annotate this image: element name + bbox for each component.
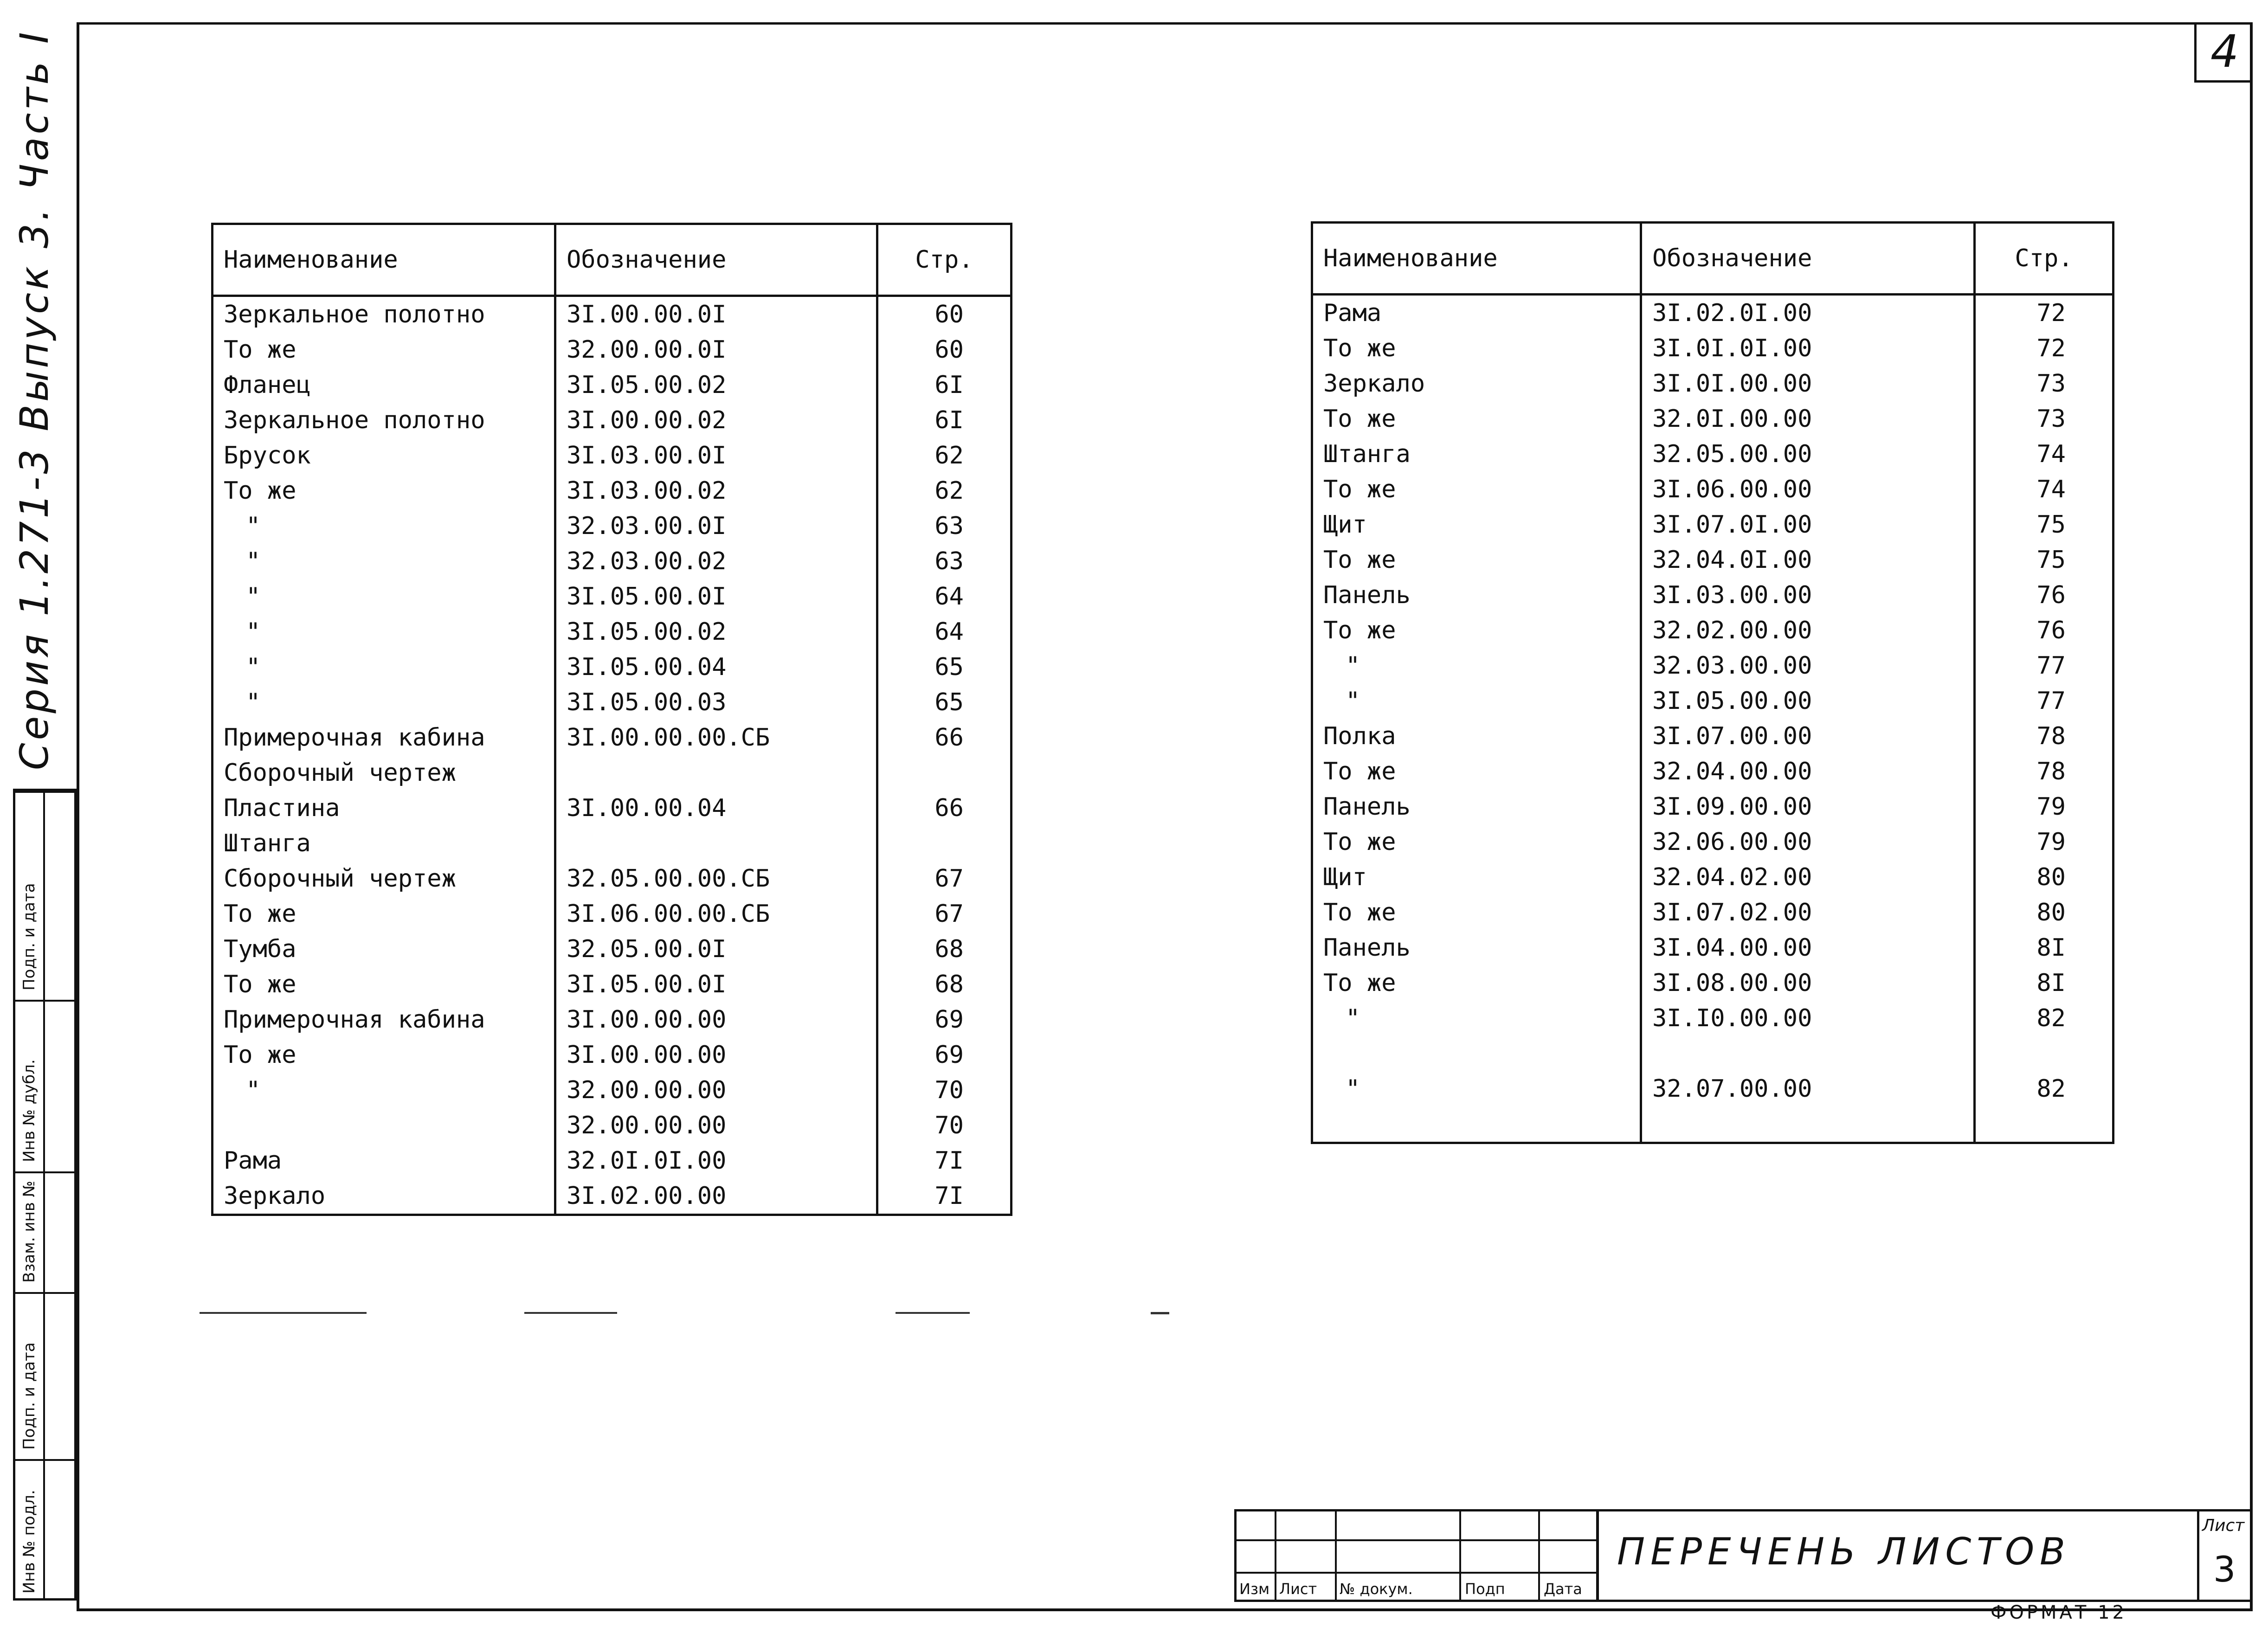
table-row	[213, 1073, 1012, 1108]
cell-name: То же	[1312, 895, 1641, 930]
table-row	[1312, 295, 2113, 331]
format-label: ФОРМАТ 12	[1991, 1602, 2127, 1623]
table-row	[213, 1037, 1012, 1073]
cell-code	[555, 826, 877, 861]
cell-code: 3I.I0.00.00	[1641, 1001, 1975, 1036]
cell-name: Тумба	[213, 932, 555, 967]
table-row	[213, 403, 1012, 438]
tb-label-podp: Подп	[1465, 1580, 1505, 1598]
cell-page: 67	[877, 896, 1012, 932]
cell-code: 32.0I.0I.00	[555, 1143, 877, 1178]
cell-name: То же	[213, 473, 555, 508]
table-row	[213, 544, 1012, 579]
cell-code: 32.0I.00.00	[1641, 401, 1975, 437]
cell-name: Полка	[1312, 719, 1641, 754]
cell-code: 3I.05.00.03	[555, 685, 877, 720]
cell-code: 32.06.00.00	[1641, 824, 1975, 860]
cell-code: 32.04.00.00	[1641, 754, 1975, 789]
cell-name: Примерочная кабина	[213, 1002, 555, 1037]
cell-name: Сборочный чертеж	[213, 755, 555, 791]
table-row	[1312, 860, 2113, 895]
cell-code: 32.02.00.00	[1641, 613, 1975, 648]
cell-page: 65	[877, 685, 1012, 720]
cell-page: 6I	[877, 403, 1012, 438]
cell-name: Фланец	[213, 367, 555, 403]
cell-page: 75	[1975, 507, 2113, 542]
cell-page: 8I	[1975, 930, 2113, 965]
cell-name: Зеркальное полотно	[213, 296, 555, 333]
cell-page: 78	[1975, 754, 2113, 789]
table-row	[213, 1178, 1012, 1215]
cell-page: 68	[877, 932, 1012, 967]
table-row	[213, 720, 1012, 755]
cell-page: 62	[877, 438, 1012, 473]
cell-page: 76	[1975, 613, 2113, 648]
table-header-row	[1312, 223, 2113, 295]
cell-page: 6I	[877, 367, 1012, 403]
cell-name: "	[1312, 648, 1641, 683]
cell-page: 80	[1975, 895, 2113, 930]
cell-name	[213, 1108, 555, 1143]
cell-page: 64	[877, 579, 1012, 614]
cell-name: То же	[1312, 613, 1641, 648]
cell-code: 3I.05.00.02	[555, 614, 877, 650]
cell-code: 3I.05.00.0I	[555, 967, 877, 1002]
cell-name: То же	[213, 967, 555, 1002]
table-row	[1312, 401, 2113, 437]
cell-code: 3I.02.00.00	[555, 1178, 877, 1215]
cell-page: 64	[877, 614, 1012, 650]
cell-page: 69	[877, 1002, 1012, 1037]
cell-page: 72	[1975, 331, 2113, 366]
table-row	[1312, 683, 2113, 719]
tb-label-izm: Изм	[1239, 1580, 1270, 1598]
header-page: Стр.	[1975, 223, 2113, 295]
cell-page: 82	[1975, 1071, 2113, 1106]
cell-name: Панель	[1312, 789, 1641, 824]
cell-name: То же	[1312, 472, 1641, 507]
cell-page: 66	[877, 720, 1012, 755]
cell-name: "	[213, 1073, 555, 1108]
cell-code: 3I.00.00.04	[555, 791, 877, 826]
cell-name: Зеркальное полотно	[213, 403, 555, 438]
cell-code: 3I.03.00.0I	[555, 438, 877, 473]
table-row	[213, 296, 1012, 333]
cell-code: 3I.00.00.02	[555, 403, 877, 438]
cell-name	[1312, 1106, 1641, 1143]
cell-code: 32.00.00.0I	[555, 332, 877, 367]
cell-name: Зеркало	[1312, 366, 1641, 401]
table-row	[213, 1002, 1012, 1037]
table-row	[1312, 578, 2113, 613]
tb-label-data: Дата	[1544, 1580, 1582, 1598]
cell-name: "	[213, 685, 555, 720]
cell-code: 3I.07.02.00	[1641, 895, 1975, 930]
cell-page: 7I	[877, 1143, 1012, 1178]
cell-code: 3I.05.00.04	[555, 650, 877, 685]
cell-page: 69	[877, 1037, 1012, 1073]
header-code: Обозначение	[555, 224, 877, 296]
header-code: Обозначение	[1641, 223, 1975, 295]
cell-code: 3I.06.00.00	[1641, 472, 1975, 507]
stamp-sidebar	[13, 789, 77, 1601]
cell-name: "	[213, 544, 555, 579]
cell-code: 3I.00.00.00	[555, 1002, 877, 1037]
cell-name: "	[213, 614, 555, 650]
tb-label-dokum: № докум.	[1340, 1580, 1413, 1598]
scan-dash	[1151, 1312, 1169, 1314]
cell-page: 73	[1975, 366, 2113, 401]
cell-page: 60	[877, 332, 1012, 367]
cell-name: Панель	[1312, 578, 1641, 613]
cell-page	[1975, 1106, 2113, 1143]
cell-code: 32.07.00.00	[1641, 1071, 1975, 1106]
cell-page: 74	[1975, 472, 2113, 507]
cell-page: 63	[877, 544, 1012, 579]
cell-page: 77	[1975, 683, 2113, 719]
table-row	[213, 508, 1012, 544]
cell-page: 82	[1975, 1001, 2113, 1036]
cell-name: То же	[213, 1037, 555, 1073]
cell-code: 3I.05.00.0I	[555, 579, 877, 614]
table-row	[1312, 331, 2113, 366]
table-row	[213, 332, 1012, 367]
cell-name: Рама	[213, 1143, 555, 1178]
cell-code: 3I.08.00.00	[1641, 965, 1975, 1001]
cell-page: 62	[877, 473, 1012, 508]
cell-page: 75	[1975, 542, 2113, 578]
table-row	[213, 791, 1012, 826]
sidebar-label-vzam-inv: Взам. инв №	[20, 1180, 39, 1283]
cell-name: То же	[213, 332, 555, 367]
scan-dash	[896, 1312, 970, 1314]
cell-page: 70	[877, 1073, 1012, 1108]
cell-page: 7I	[877, 1178, 1012, 1215]
cell-code: 3I.02.0I.00	[1641, 295, 1975, 331]
cell-code: 3I.04.00.00	[1641, 930, 1975, 965]
cell-page: 74	[1975, 437, 2113, 472]
table-row	[1312, 648, 2113, 683]
table-row	[1312, 930, 2113, 965]
sheet-number: 3	[2213, 1549, 2236, 1590]
document-title: ПЕРЕЧЕНЬ ЛИСТОВ	[1617, 1530, 2071, 1573]
cell-name: "	[213, 508, 555, 544]
header-name: Наименование	[213, 224, 555, 296]
scan-dash	[200, 1312, 367, 1314]
cell-name: Сборочный чертеж	[213, 861, 555, 896]
table-row	[1312, 1001, 2113, 1036]
cell-name: То же	[1312, 824, 1641, 860]
table-row	[213, 438, 1012, 473]
cell-page: 79	[1975, 789, 2113, 824]
title-block	[1234, 1509, 2253, 1602]
cell-name: Панель	[1312, 930, 1641, 965]
sheet-list-table-right	[1311, 221, 2114, 1144]
cell-code: 3I.0I.00.00	[1641, 366, 1975, 401]
table-row	[213, 367, 1012, 403]
table-row	[1312, 472, 2113, 507]
cell-name: "	[213, 650, 555, 685]
table-row	[1312, 1106, 2113, 1143]
table-row	[213, 896, 1012, 932]
sheet-corner-number: 4	[2194, 22, 2253, 83]
cell-name: То же	[1312, 754, 1641, 789]
cell-name: Рама	[1312, 295, 1641, 331]
cell-code	[555, 755, 877, 791]
cell-code	[1641, 1106, 1975, 1143]
cell-page: 79	[1975, 824, 2113, 860]
table-row	[1312, 366, 2113, 401]
cell-page: 70	[877, 1108, 1012, 1143]
cell-name: Щит	[1312, 860, 1641, 895]
cell-code: 3I.00.00.0I	[555, 296, 877, 333]
table-row	[1312, 542, 2113, 578]
table-row	[1312, 437, 2113, 472]
table-row	[213, 861, 1012, 896]
cell-name: То же	[1312, 331, 1641, 366]
cell-name: То же	[1312, 965, 1641, 1001]
cell-code: 32.03.00.02	[555, 544, 877, 579]
cell-code: 32.03.00.0I	[555, 508, 877, 544]
cell-code: 3I.07.00.00	[1641, 719, 1975, 754]
cell-page	[1975, 1036, 2113, 1071]
table-row	[1312, 895, 2113, 930]
sheet-list-table-left	[211, 223, 1012, 1216]
cell-page: 68	[877, 967, 1012, 1002]
table-row	[213, 967, 1012, 1002]
cell-name: Зеркало	[213, 1178, 555, 1215]
table-row	[213, 1143, 1012, 1178]
cell-code: 3I.05.00.02	[555, 367, 877, 403]
cell-name: То же	[1312, 401, 1641, 437]
cell-code: 32.04.02.00	[1641, 860, 1975, 895]
sidebar-label-podp-data-2: Подп. и дата	[20, 883, 39, 990]
table-row	[213, 685, 1012, 720]
cell-name: "	[213, 579, 555, 614]
table-row	[1312, 613, 2113, 648]
table-row	[213, 826, 1012, 861]
cell-code	[1641, 1036, 1975, 1071]
cell-page: 8I	[1975, 965, 2113, 1001]
cell-name: Брусок	[213, 438, 555, 473]
cell-code: 32.05.00.00	[1641, 437, 1975, 472]
cell-name: Штанга	[1312, 437, 1641, 472]
table-row	[213, 473, 1012, 508]
sidebar-label-inv-dubl: Инв № дубл.	[20, 1059, 39, 1162]
table-row	[1312, 789, 2113, 824]
cell-code: 3I.00.00.00.СБ	[555, 720, 877, 755]
table-header-row	[213, 224, 1012, 296]
sidebar-label-podp-data-1: Подп. и дата	[20, 1342, 39, 1450]
cell-code: 32.03.00.00	[1641, 648, 1975, 683]
sidebar-label-inv-podl: Инв № подл.	[20, 1490, 39, 1594]
cell-page: 63	[877, 508, 1012, 544]
cell-page: 80	[1975, 860, 2113, 895]
header-page: Стр.	[877, 224, 1012, 296]
table-row	[213, 614, 1012, 650]
header-name: Наименование	[1312, 223, 1641, 295]
table-row	[1312, 824, 2113, 860]
cell-code: 32.05.00.0I	[555, 932, 877, 967]
cell-code: 3I.07.0I.00	[1641, 507, 1975, 542]
series-vertical-title: Серия 1.271-3 Выпуск 3. Часть I	[12, 29, 57, 770]
table-row	[1312, 507, 2113, 542]
table-row	[1312, 719, 2113, 754]
cell-code: 3I.00.00.00	[555, 1037, 877, 1073]
cell-code: 32.00.00.00	[555, 1073, 877, 1108]
cell-page: 60	[877, 296, 1012, 333]
cell-page	[877, 755, 1012, 791]
cell-name: "	[1312, 683, 1641, 719]
cell-name: То же	[1312, 542, 1641, 578]
table-row	[1312, 754, 2113, 789]
cell-page: 65	[877, 650, 1012, 685]
table-row	[1312, 1036, 2113, 1071]
cell-code: 3I.03.00.00	[1641, 578, 1975, 613]
cell-page: 67	[877, 861, 1012, 896]
cell-name: Примерочная кабина	[213, 720, 555, 755]
cell-name: Щит	[1312, 507, 1641, 542]
cell-page: 78	[1975, 719, 2113, 754]
cell-page: 73	[1975, 401, 2113, 437]
tb-label-list: Лист	[1279, 1580, 1317, 1598]
cell-name: Пластина	[213, 791, 555, 826]
cell-name	[1312, 1036, 1641, 1071]
cell-code: 3I.06.00.00.СБ	[555, 896, 877, 932]
table-row	[213, 579, 1012, 614]
table-row	[1312, 965, 2113, 1001]
cell-code: 32.04.0I.00	[1641, 542, 1975, 578]
cell-name: Штанга	[213, 826, 555, 861]
cell-code: 32.05.00.00.СБ	[555, 861, 877, 896]
cell-code: 32.00.00.00	[555, 1108, 877, 1143]
cell-code: 3I.03.00.02	[555, 473, 877, 508]
table-row	[1312, 1071, 2113, 1106]
sheet-number-box	[2197, 1511, 2250, 1600]
table-row	[213, 650, 1012, 685]
cell-page	[877, 826, 1012, 861]
table-row	[213, 1108, 1012, 1143]
table-row	[213, 932, 1012, 967]
cell-page: 76	[1975, 578, 2113, 613]
cell-name: "	[1312, 1071, 1641, 1106]
cell-name: "	[1312, 1001, 1641, 1036]
sheet-label: Лист	[2202, 1516, 2245, 1535]
cell-code: 3I.0I.0I.00	[1641, 331, 1975, 366]
cell-code: 3I.09.00.00	[1641, 789, 1975, 824]
table-row	[213, 755, 1012, 791]
cell-name: То же	[213, 896, 555, 932]
cell-page: 72	[1975, 295, 2113, 331]
cell-page: 66	[877, 791, 1012, 826]
scan-dash	[524, 1312, 617, 1314]
cell-code: 3I.05.00.00	[1641, 683, 1975, 719]
cell-page: 77	[1975, 648, 2113, 683]
